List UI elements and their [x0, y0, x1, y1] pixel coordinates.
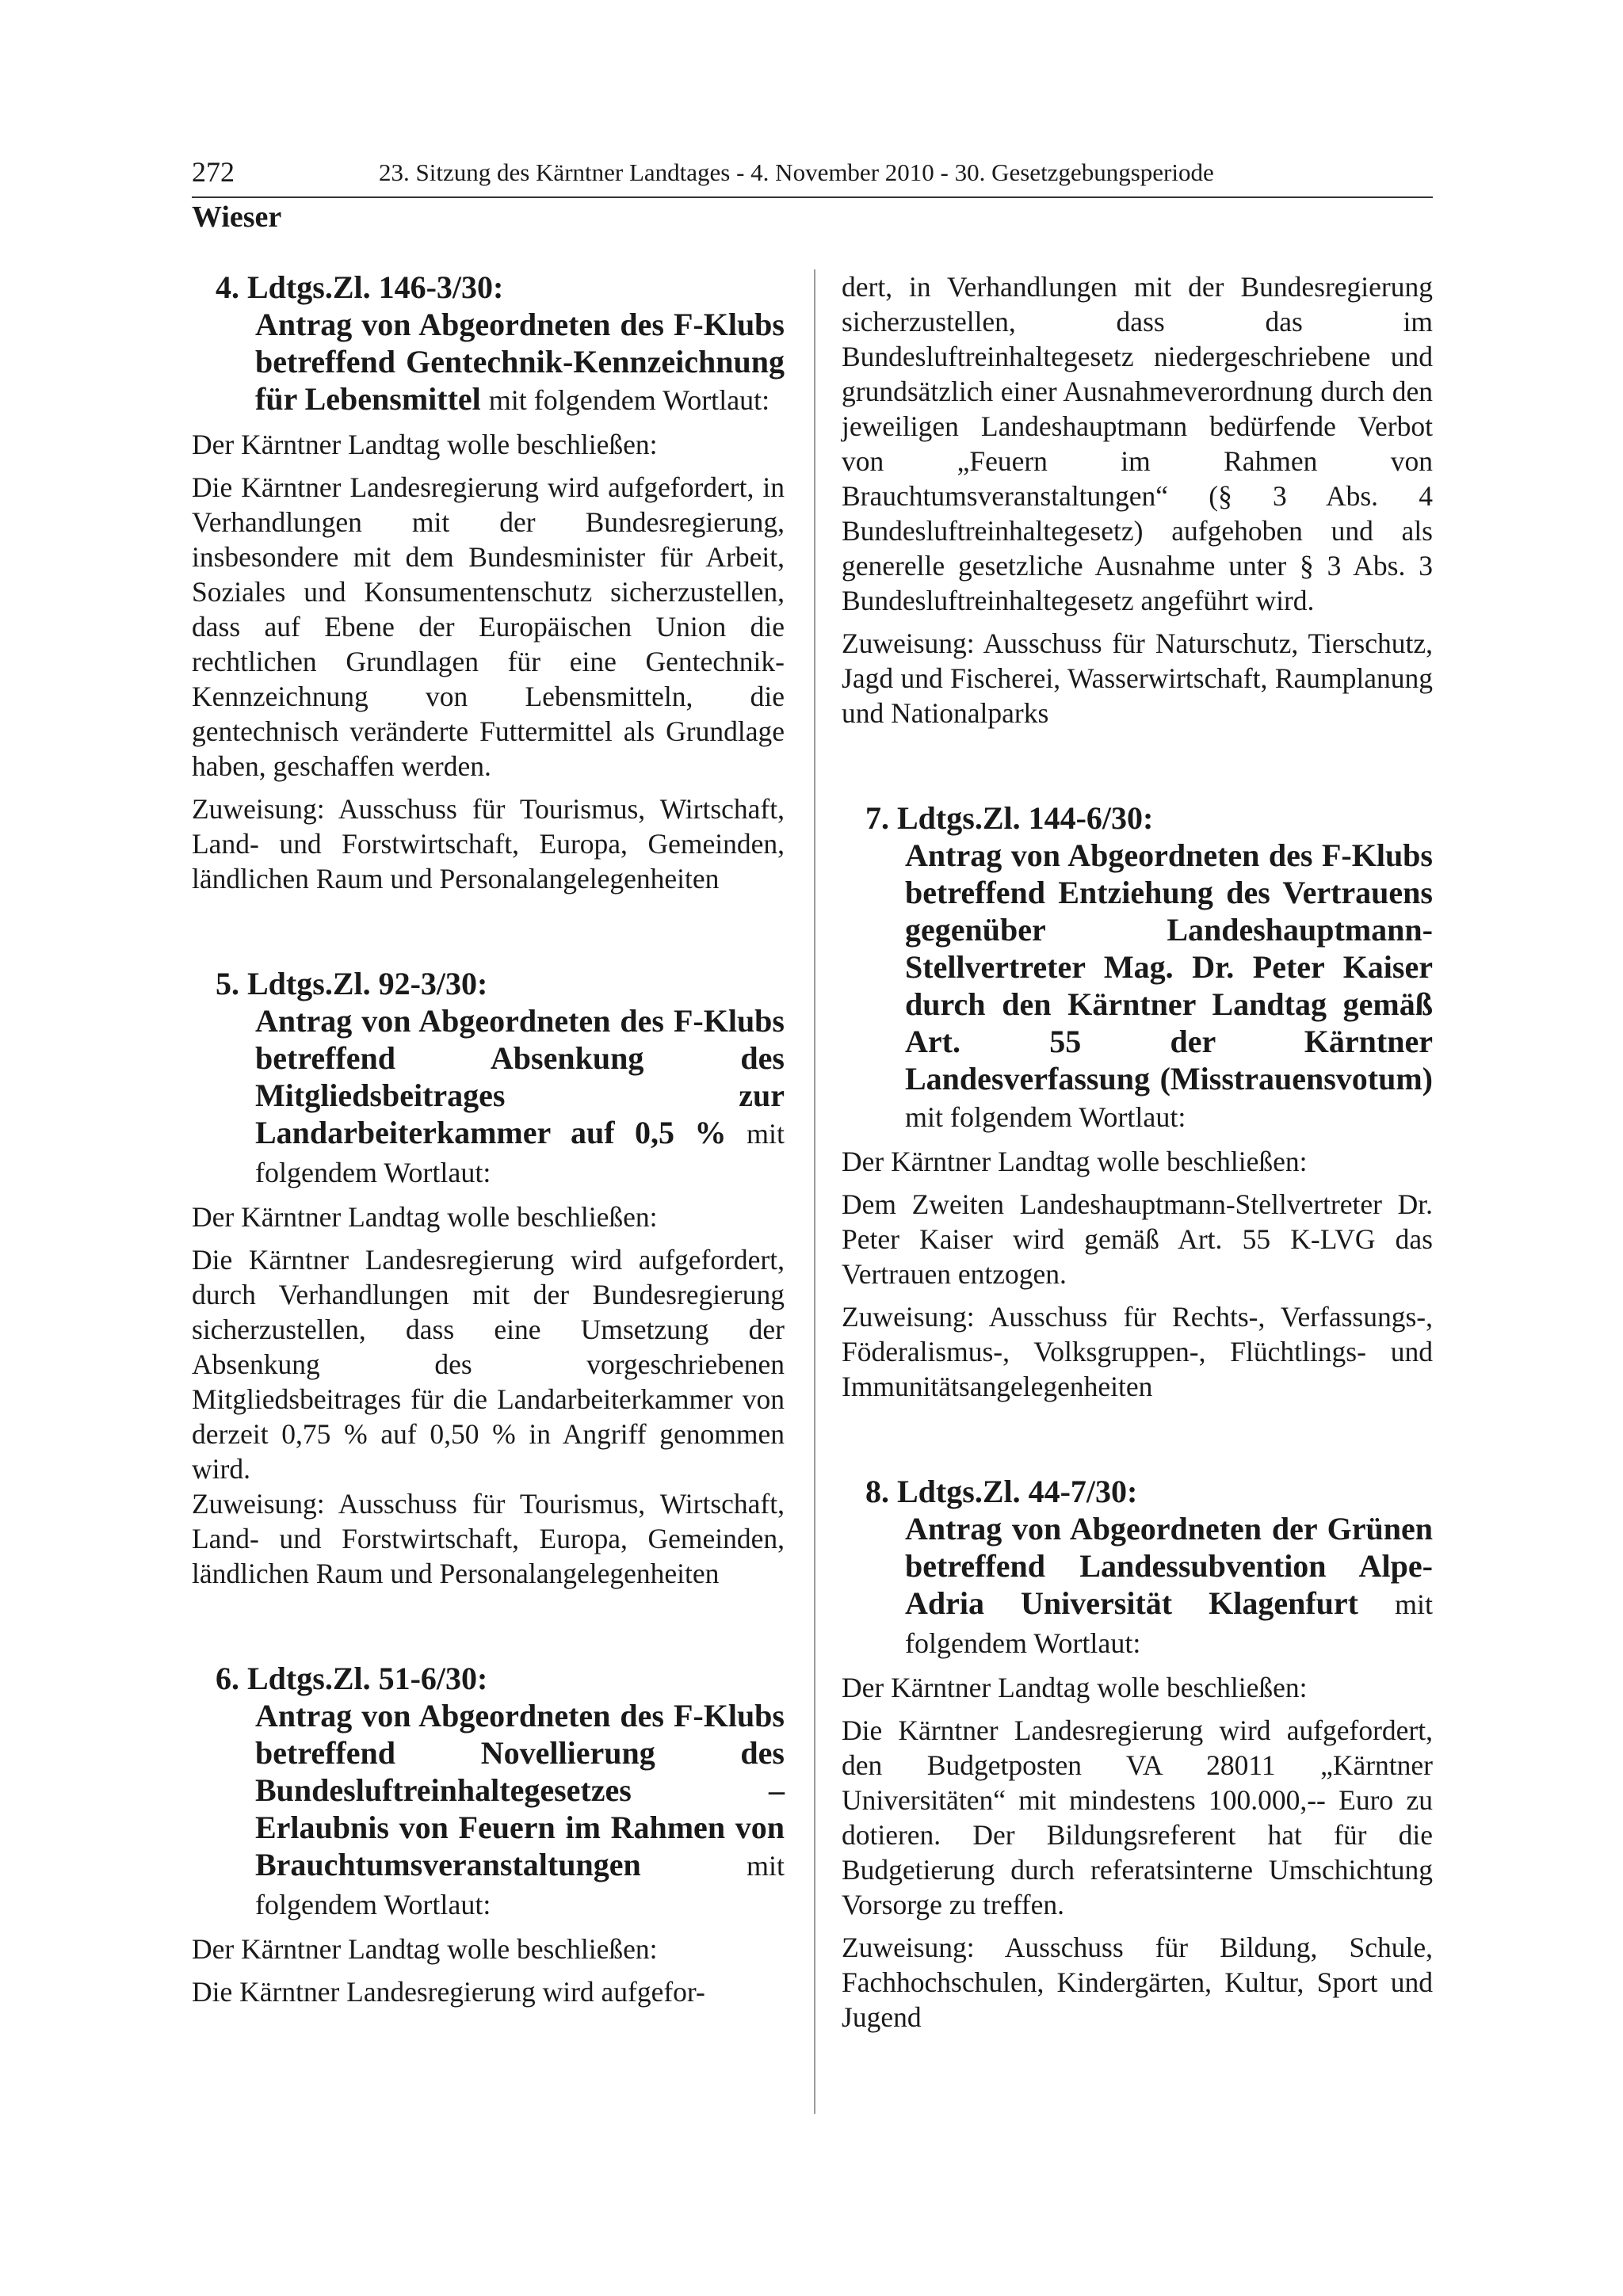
item-intro: Der Kärntner Landtag wolle beschließen:	[842, 1146, 1308, 1177]
left-column	[192, 269, 785, 2009]
item-intro: Der Kärntner Landtag wolle beschließen:	[842, 1672, 1308, 1703]
page-number: 272	[192, 156, 235, 188]
agenda-item-8	[842, 1474, 1433, 2035]
item-body-continued: dert, in Verhandlungen mit der Bundesregierung sicherzustellen, dass das im Bundesluftreinhaltegesetz niedergeschriebene und grundsätzlich einer Ausnahmeverordnung durch den jeweiligen Landeshauptmann bedürfende Verbot von „Feuern im Rahmen von Brauchtumsveranstaltungen“ (§ 3 Abs. 4 Bundesluftreinhaltegesetz) aufgehoben und als generelle gesetzliche Ausnahme unter § 3 Abs. 3 Bundesluftreinhaltegesetz angeführt wird.	[842, 271, 1433, 616]
item-title	[192, 306, 785, 419]
item-intro: Der Kärntner Landtag wolle beschließen:	[192, 1201, 658, 1233]
item-number: 8. Ldtgs.Zl. 44-7/30:	[865, 1474, 1138, 1509]
right-column	[842, 269, 1433, 2035]
column-separator	[814, 269, 815, 2114]
item-title-tail: mit folgendem Wortlaut:	[905, 1101, 1186, 1133]
item-title	[192, 1002, 785, 1192]
item-intro: Der Kärntner Landtag wolle beschließen:	[192, 429, 658, 460]
item-title	[842, 1510, 1433, 1662]
item-assignment: Zuweisung: Ausschuss für Tourismus, Wirtschaft, Land- und Forstwirtschaft, Europa, Gemeinden, ländlichen Raum und Personalangelegenheiten	[192, 1488, 785, 1589]
item-title-tail: mit folgendem Wortlaut:	[488, 384, 770, 416]
item-assignment: Zuweisung: Ausschuss für Naturschutz, Tierschutz, Jagd und Fischerei, Wasserwirtschaft, Raumplanung und Nationalparks	[842, 627, 1433, 729]
item-title-text: Antrag von Abgeordneten der Grünen betreffend Landessubvention Alpe-Adria Universität Klagenfurt	[905, 1511, 1433, 1621]
item-body: Die Kärntner Landesregierung wird aufgefordert, in Verhandlungen mit der Bundesregierung, insbesondere mit dem Bundesminister für Arbeit, Soziales und Konsumentenschutz sicherzustellen, dass auf Ebene der Europäischen Union die rechtlichen Grundlagen für eine Gentechnik-Kennzeichnung von Lebensmitteln, die gentechnisch veränderte Futtermittel als Grundlage haben, geschaffen werden.	[192, 471, 785, 782]
agenda-item-6	[192, 1661, 785, 2009]
running-header: 23. Sitzung des Kärntner Landtages - 4. November 2010 - 30. Gesetzgebungsperiode	[379, 158, 1214, 186]
item-number: 6. Ldtgs.Zl. 51-6/30:	[216, 1661, 488, 1696]
item-title	[842, 837, 1433, 1136]
agenda-item-5	[192, 966, 785, 1591]
item-assignment: Zuweisung: Ausschuss für Tourismus, Wirtschaft, Land- und Forstwirtschaft, Europa, Gemeinden, ländlichen Raum und Personalangelegenheiten	[192, 793, 785, 894]
agenda-item-4	[192, 269, 785, 896]
item-title-tail: mit folgendem Wortlaut:	[255, 1118, 785, 1188]
item-body: Die Kärntner Landesregierung wird aufgefordert, durch Verhandlungen mit der Bundesregierung sicherzustellen, dass eine Umsetzung der Absenkung des vorgeschriebenen Mitgliedsbeitrages für die Landarbeiterkammer von derzeit 0,75 % auf 0,50 % in Angriff genommen wird.	[192, 1244, 785, 1485]
item-title-text: Antrag von Abgeordneten des F-Klubs betreffend Absenkung des Mitgliedsbeitrages zur Landarbeiterkammer auf 0,5 %	[255, 1003, 785, 1150]
item-body-start: Die Kärntner Landesregierung wird aufgefor-	[192, 1976, 705, 2008]
item-number: 5. Ldtgs.Zl. 92-3/30:	[216, 966, 488, 1001]
speaker-name: Wieser	[192, 200, 282, 234]
item-number: 7. Ldtgs.Zl. 144-6/30:	[865, 800, 1154, 836]
item-title-tail: mit folgendem Wortlaut:	[905, 1589, 1433, 1659]
item-body: Die Kärntner Landesregierung wird aufgefordert, den Budgetposten VA 28011 „Kärntner Universitäten“ mit mindestens 100.000,-- Euro zu dotieren. Der Bildungsreferent hat für die Budgetierung durch referatsinterne Umschichtung Vorsorge zu treffen.	[842, 1714, 1433, 1920]
item-assignment: Zuweisung: Ausschuss für Rechts-, Verfassungs-, Föderalismus-, Volksgruppen-, Flüchtlings- und Immunitätsangelegenheiten	[842, 1301, 1433, 1402]
item-title-text: Antrag von Abgeordneten des F-Klubs betreffend Entziehung des Vertrauens gegenüber Landeshauptmann-Stellvertreter Mag. Dr. Peter Kaiser durch den Kärntner Landtag gemäß Art. 55 der Kärntner Landesverfassung (Misstrauensvotum)	[905, 837, 1433, 1097]
agenda-item-7	[842, 800, 1433, 1404]
item-title	[192, 1697, 785, 1924]
item-assignment: Zuweisung: Ausschuss für Bildung, Schule, Fachhochschulen, Kindergärten, Kultur, Sport und Jugend	[842, 1932, 1433, 2033]
header-rule	[192, 196, 1433, 198]
item-number: 4. Ldtgs.Zl. 146-3/30:	[216, 269, 504, 305]
item-title-text: Antrag von Abgeordneten des F-Klubs betreffend Gentechnik-Kennzeichnung für Lebensmittel	[255, 307, 785, 417]
item-intro: Der Kärntner Landtag wolle beschließen:	[192, 1933, 658, 1965]
item-title-tail: mit folgendem Wortlaut:	[255, 1850, 785, 1920]
item-body: Dem Zweiten Landeshauptmann-Stellvertreter Dr. Peter Kaiser wird gemäß Art. 55 K-LVG das Vertrauen entzogen.	[842, 1188, 1433, 1290]
item-title-text: Antrag von Abgeordneten des F-Klubs betreffend Novellierung des Bundesluftreinhaltegesetzes – Erlaubnis von Feuern im Rahmen von Brauchtumsveranstaltungen	[255, 1698, 785, 1882]
